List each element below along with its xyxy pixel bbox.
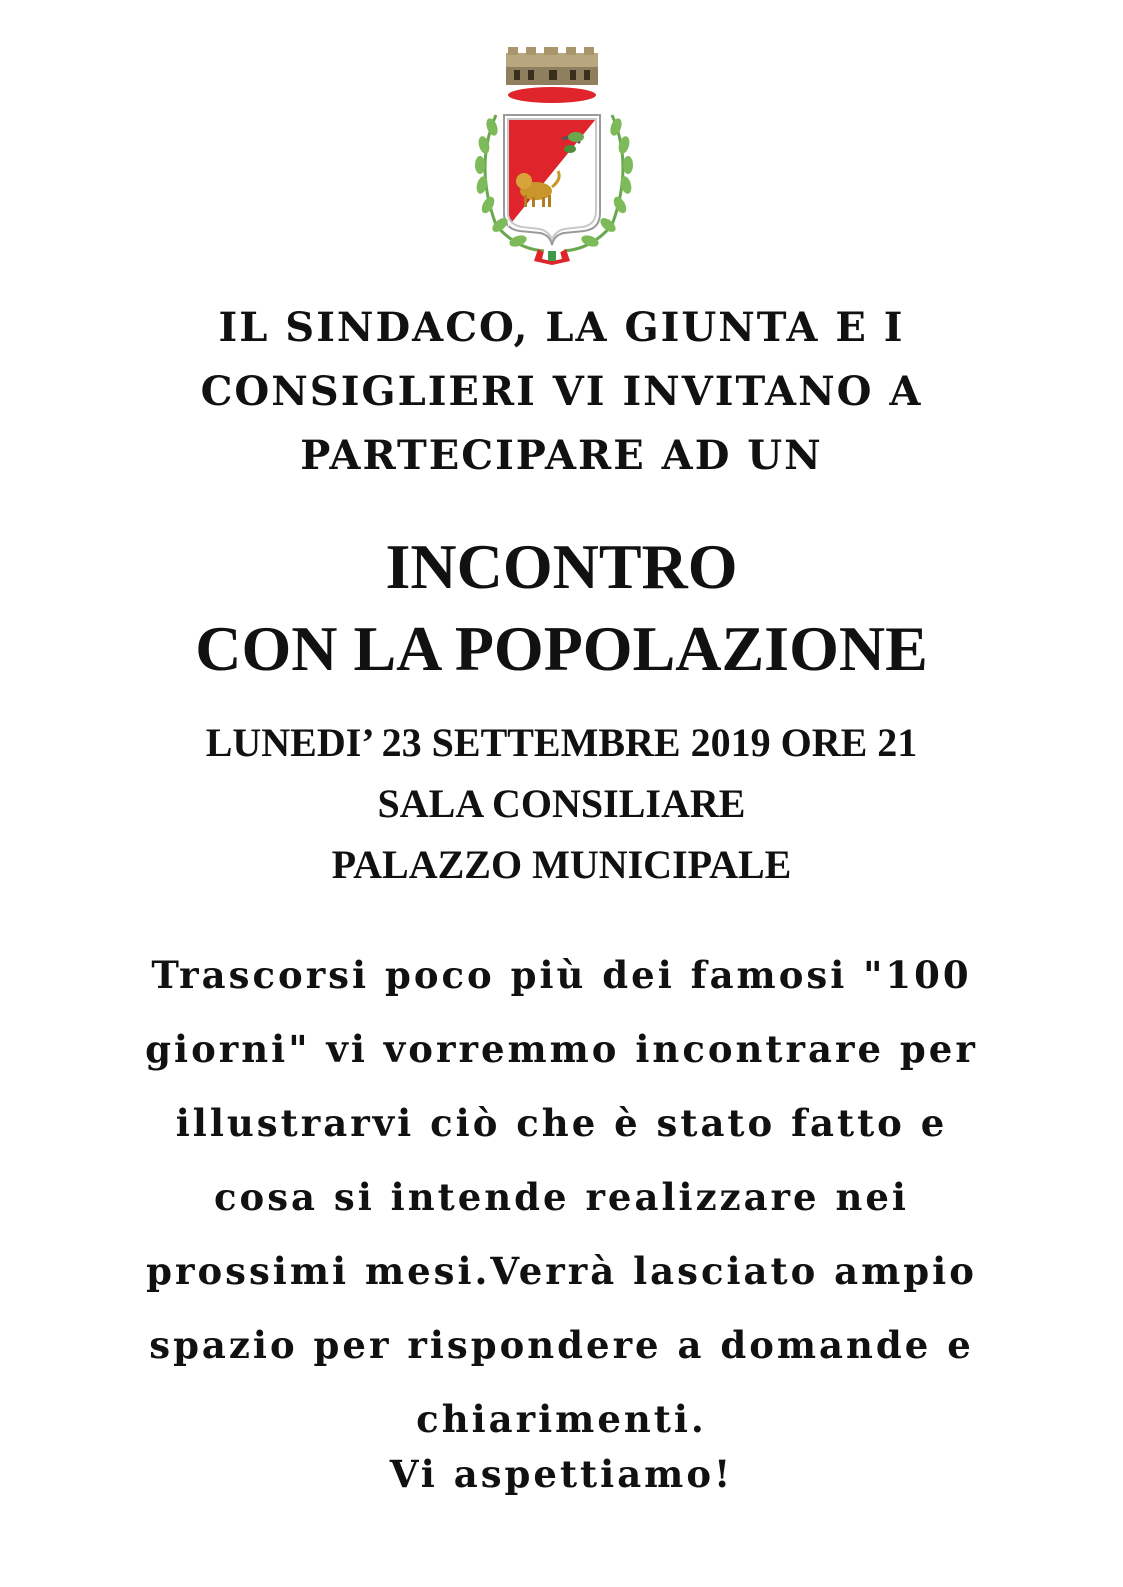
invite-line: PARTECIPARE AD UN	[300, 432, 823, 479]
description-line: giorni" vi vorremmo incontrare per	[145, 1027, 978, 1071]
event-date-time: LUNEDI’ 23 SETTEMBRE 2019 ORE 21	[205, 720, 918, 765]
invite-line: IL SINDACO, LA GIUNTA E I	[218, 304, 905, 351]
description-line: chiarimenti.	[416, 1397, 707, 1441]
invite-line: CONSIGLIERI VI INVITANO A	[200, 368, 923, 415]
invitation-intro	[0, 296, 1123, 488]
description-line: cosa si intende realizzare nei	[214, 1175, 909, 1219]
event-title	[0, 526, 1123, 690]
municipal-coat-of-arms-icon	[466, 45, 642, 267]
event-room: SALA CONSILIARE	[377, 781, 746, 826]
event-details	[0, 712, 1123, 895]
event-title-line: CON LA POPOLAZIONE	[195, 613, 928, 684]
event-title-line: INCONTRO	[385, 531, 738, 602]
description-line: spazio per rispondere a domande e	[149, 1323, 974, 1367]
description-line: Trascorsi poco più dei famosi "100	[151, 953, 972, 997]
event-building: PALAZZO MUNICIPALE	[331, 842, 792, 887]
description-line: illustrarvi ciò che è stato fatto e	[175, 1101, 948, 1145]
closing-greeting: Vi aspettiamo!	[389, 1452, 734, 1496]
description-line: prossimi mesi.Verrà lasciato ampio	[146, 1249, 977, 1293]
event-description	[0, 938, 1123, 1456]
